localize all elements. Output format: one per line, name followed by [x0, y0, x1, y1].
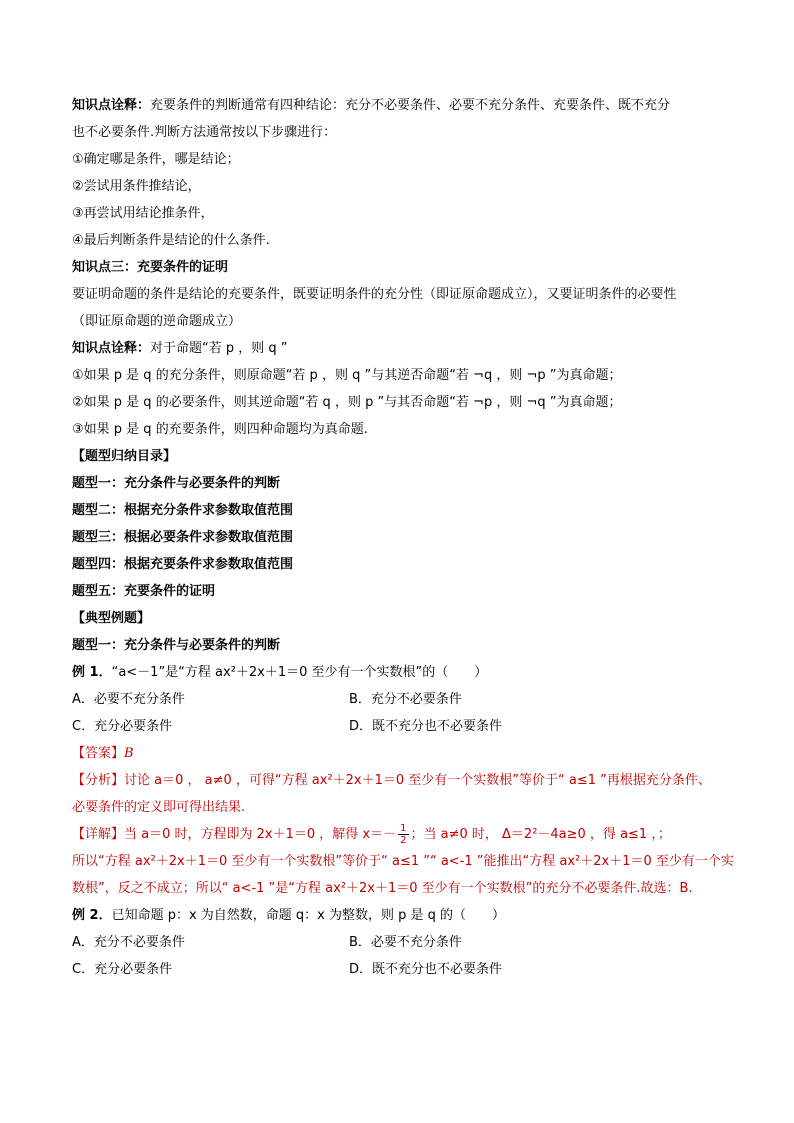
- fraction-numerator: 1: [400, 823, 407, 834]
- kp2-step: ③再尝试用结论推条件，: [72, 206, 214, 221]
- example-1-answer: [72, 740, 732, 767]
- kp3-note: [72, 335, 732, 362]
- kp2-step: ①确定哪是条件，哪是结论；: [72, 152, 240, 167]
- examples-heading: 【典型例题】: [72, 611, 151, 626]
- detail-tag: 【详解】: [72, 827, 125, 842]
- type1-title: 题型一：充分条件与必要条件的判断: [72, 638, 281, 653]
- kp2-step: ④最后判断条件是结论的什么条件.: [72, 233, 270, 248]
- detail-text-1a: 当 a＝0 时，方程即为 2x＋1＝0 ，解得 x＝－: [124, 827, 397, 842]
- kp2-text-2: 也不必要条件.判断方法通常按以下步骤进行：: [72, 125, 337, 140]
- answer-tag: 【答案】: [72, 746, 125, 761]
- example-2-stem: [72, 902, 732, 929]
- catalog-item: 题型二：根据充分条件求参数取值范围: [72, 503, 294, 518]
- kp2-line-1: [72, 92, 732, 119]
- catalog-item: 题型四：根据充要条件求参数取值范围: [72, 557, 294, 572]
- example-1-text: “a<－1”是“方程 ax²＋2x＋1＝0 至少有一个实数根”的（ ）: [111, 665, 488, 680]
- kp3-note-text: 对于命题“若 p ，则 q ”: [150, 341, 288, 356]
- example-1-analysis-1: [72, 767, 732, 794]
- option-b: B．必要不充分条件: [349, 935, 462, 950]
- catalog-heading: 【题型归纳目录】: [72, 449, 177, 464]
- catalog-item: 题型五：充要条件的证明: [72, 584, 216, 599]
- kp3-title: 知识点三：充要条件的证明: [72, 260, 229, 275]
- kp3-note-label: 知识点诠释：: [72, 341, 151, 356]
- example-1-stem: [72, 659, 732, 686]
- example-1-detail-1: [72, 821, 732, 848]
- kp2-step: ②尝试用条件推结论，: [72, 179, 201, 194]
- option-c: C．充分必要条件: [72, 962, 173, 977]
- kp2-label: 知识点诠释：: [72, 98, 151, 113]
- kp3-line-2: （即证原命题的逆命题成立）: [72, 314, 242, 329]
- example-1-detail-2: 所以“方程 ax²＋2x＋1＝0 至少有一个实数根”等价于“ a≤1 ”“ a<-1 ”能推出“方程 ax²＋2x＋1＝0 至少有一个实: [72, 854, 734, 869]
- kp3-item: ①如果 p 是 q 的充分条件，则原命题“若 p ，则 q ”与其逆否命题“若 ¬q ，则 ¬p ”为真命题；: [72, 368, 622, 383]
- analysis-text-1: 讨论 a＝0 ， a≠0 ，可得“方程 ax²＋2x＋1＝0 至少有一个实数根”等价于“ a≤1 ”再根据充分条件、: [124, 773, 711, 788]
- catalog-item: 题型三：根据必要条件求参数取值范围: [72, 530, 294, 545]
- example-2-options-row-2: [72, 956, 732, 983]
- example-2-text: 已知命题 p：x 为自然数，命题 q：x 为整数，则 p 是 q 的（ ）: [111, 908, 506, 923]
- option-a: A．必要不充分条件: [72, 692, 185, 707]
- kp3-line-1: 要证明命题的条件是结论的充要条件，既要证明条件的充分性（即证原命题成立），又要证明条件的必要性: [72, 287, 677, 302]
- option-d: D．既不充分也不必要条件: [349, 719, 503, 734]
- kp3-item: ③如果 p 是 q 的充要条件，则四种命题均为真命题.: [72, 422, 368, 437]
- option-a: A．充分不必要条件: [72, 935, 185, 950]
- example-1-label: 例 1．: [72, 665, 112, 680]
- example-2-options-row-1: [72, 929, 732, 956]
- option-b: B．充分不必要条件: [349, 692, 462, 707]
- fraction-denominator: 2: [400, 835, 407, 846]
- example-1-options-row-1: [72, 686, 732, 713]
- example-1-options-row-2: [72, 713, 732, 740]
- catalog-item: 题型一：充分条件与必要条件的判断: [72, 476, 281, 491]
- kp3-item: ②如果 p 是 q 的必要条件，则其逆命题“若 q ，则 p ”与其否命题“若 ¬p ，则 ¬q ”为真命题；: [72, 395, 622, 410]
- option-d: D．既不充分也不必要条件: [349, 962, 503, 977]
- fraction-one-half: [398, 823, 408, 846]
- example-2-label: 例 2．: [72, 908, 112, 923]
- analysis-tag: 【分析】: [72, 773, 125, 788]
- answer-value: B: [124, 746, 134, 761]
- example-1-analysis-2: 必要条件的定义即可得出结果.: [72, 800, 246, 815]
- kp2-text-1: 充要条件的判断通常有四种结论：充分不必要条件、必要不充分条件、充要条件、既不充分: [150, 98, 671, 113]
- detail-text-1b: ；当 a≠0 时， Δ＝2²－4a≥0 ，得 a≤1 ，；: [410, 827, 671, 842]
- example-1-detail-3: 数根”，反之不成立；所以“ a<-1 ”是“方程 ax²＋2x＋1＝0 至少有一个实数根”的充分不必要条件.故选：B.: [72, 881, 693, 896]
- option-c: C．充分必要条件: [72, 719, 173, 734]
- document-page: [72, 92, 732, 983]
